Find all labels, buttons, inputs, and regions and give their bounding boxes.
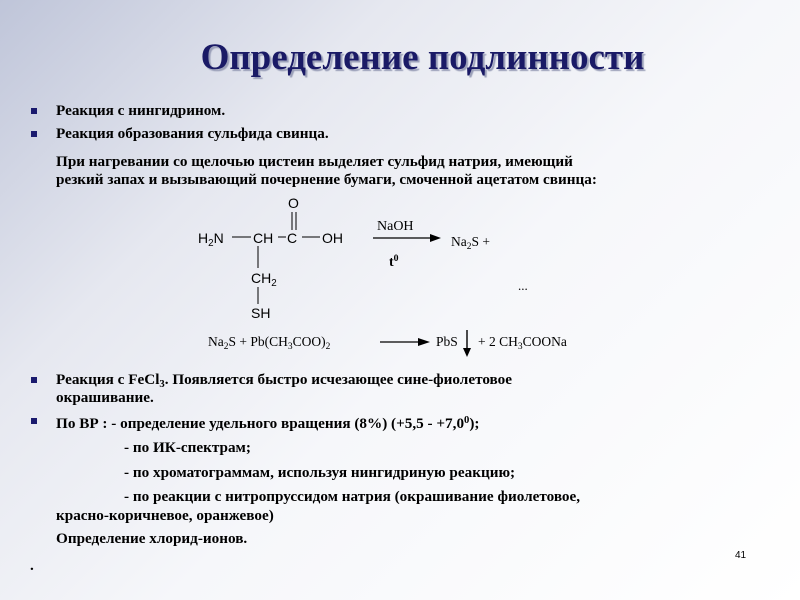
bullet-marker (31, 418, 37, 424)
bullet-ninhydrin: Реакция с нингидрином. (56, 102, 226, 119)
condition-temperature: $t^0$ (389, 253, 399, 270)
paragraph-line: резкий запах и вызывающий почернение бумаги, смоченной ацетатом свинца: (56, 171, 597, 188)
bullet-lead-sulfide: Реакция образования сульфида свинца. (56, 125, 329, 142)
reaction-lead-sulfide: $Na_2S + Pb(CH_3COO)_2$ (208, 334, 331, 352)
bullet-fecl3: Реакция с FeCl$_3$. Появляется быстро исчезающее сине-фиолетовое (56, 371, 512, 390)
product-sodium-acetate: + 2 $CH_3COONa$ (478, 334, 567, 352)
method-chromatography: - по хроматограммам, используя нингидриную реакцию; (124, 464, 516, 481)
atom-C: C (287, 230, 298, 246)
method-chloride: Определение хлорид-ионов. (56, 530, 248, 547)
method-ir: - по ИК-спектрам; (124, 439, 251, 456)
group-OH: OH (322, 230, 343, 246)
fecl3-line2: окрашивание. (56, 389, 154, 406)
group-H2N: $H_2N$ (198, 230, 224, 249)
slide-title: Определение подлинности (200, 37, 645, 78)
page-number: 41 (735, 550, 747, 561)
ellipsis: ... (518, 278, 528, 293)
group-SH: SH (251, 305, 271, 321)
method-nitroprusside: - по реакции с нитропруссидом натрия (окрашивание фиолетовое, (124, 488, 581, 505)
bullet-marker (31, 377, 37, 383)
trailing-dot: . (30, 557, 34, 574)
method-nitroprusside-cont: красно-коричневое, оранжевое) (56, 507, 274, 524)
reagent-naoh: NaOH (377, 219, 414, 234)
paragraph-line: При нагревании со щелочью цистеин выделяет сульфид натрия, имеющий (56, 153, 573, 170)
product-na2s: $Na_2S$ + (451, 234, 490, 252)
product-pbs: PbS (436, 334, 458, 349)
bullet-optical-rotation: По ВР : - определение удельного вращения (8%) $(+5,5 - +7,0^0)$; (56, 415, 480, 432)
atom-O: O (288, 195, 299, 211)
group-CH2: $CH_2$ (251, 270, 277, 289)
group-CH: CH (253, 230, 274, 246)
